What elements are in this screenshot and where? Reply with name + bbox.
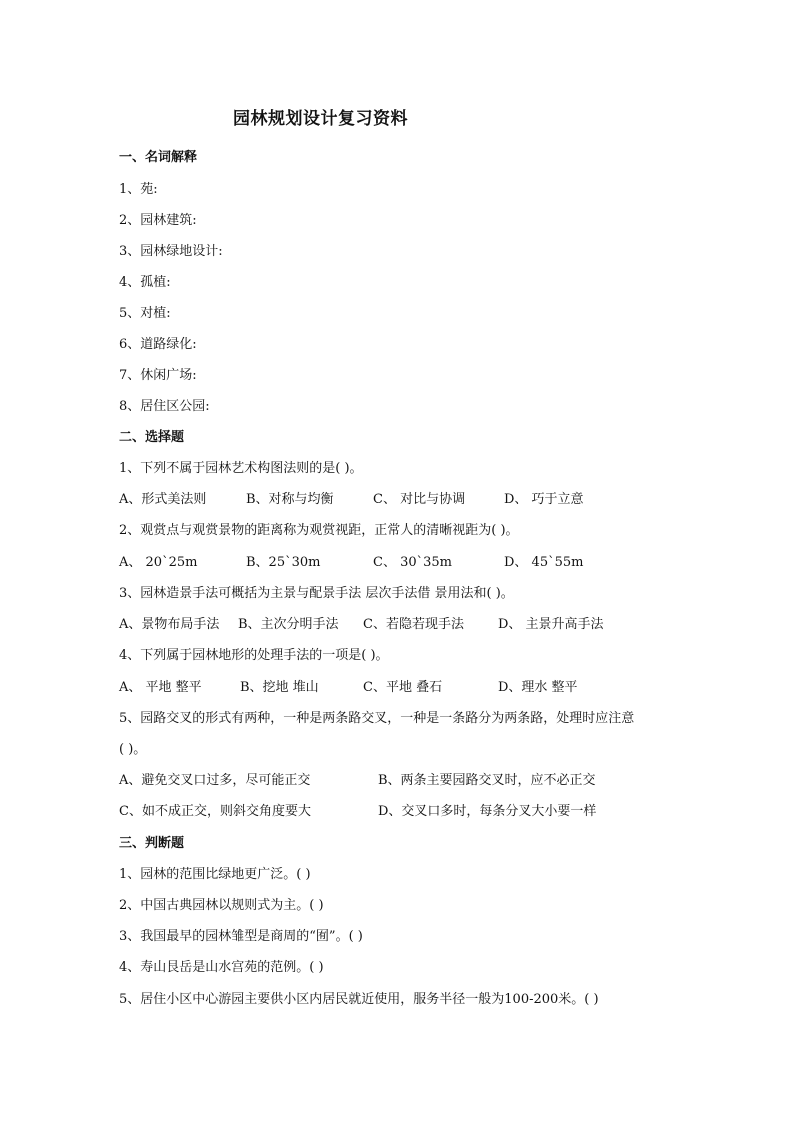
option-c: C、如不成正交，则斜交角度要大 xyxy=(119,804,311,819)
question-text-continued: ( )。 xyxy=(119,742,147,757)
definition-item: 8、居住区公园: xyxy=(119,399,210,414)
section-heading-definitions: 一、名词解释 xyxy=(119,150,198,165)
judgment-item: 1、园林的范围比绿地更广泛。( ) xyxy=(119,867,311,882)
option-d: D、 45`55m xyxy=(504,555,584,570)
option-a: A、形式美法则 xyxy=(119,492,207,507)
definition-item: 3、园林绿地设计: xyxy=(119,244,223,259)
definition-item: 2、园林建筑: xyxy=(119,213,197,228)
question-text: 5、园路交叉的形式有两种，一种是两条路交叉，一种是一条路分为两条路，处理时应注意 xyxy=(119,711,635,726)
definition-item: 1、苑: xyxy=(119,182,158,197)
definition-item: 6、道路绿化: xyxy=(119,337,197,352)
definition-item: 5、对植: xyxy=(119,306,171,321)
question-text: 4、下列属于园林地形的处理手法的一项是( )。 xyxy=(119,648,389,663)
question-text: 2、观赏点与观赏景物的距离称为观赏视距，正常人的清晰视距为( )。 xyxy=(119,523,519,538)
option-c: C、平地 叠石 xyxy=(363,680,443,695)
definition-item: 7、休闲广场: xyxy=(119,368,197,383)
definition-item: 4、孤植: xyxy=(119,275,171,290)
option-a: A、避免交叉口过多，尽可能正交 xyxy=(119,773,311,788)
option-b: B、两条主要园路交叉时，应不必正交 xyxy=(378,773,596,788)
option-a: A、 平地 整平 xyxy=(119,680,202,695)
option-a: A、 20`25m xyxy=(119,555,198,570)
option-d: D、理水 整平 xyxy=(498,680,578,695)
option-b: B、主次分明手法 xyxy=(238,617,339,632)
option-d: D、 主景升高手法 xyxy=(498,617,604,632)
option-c: C、若隐若现手法 xyxy=(363,617,464,632)
judgment-item: 3、我国最早的园林雏型是商周的“囿”。( ) xyxy=(119,929,363,944)
option-a: A、景物布局手法 xyxy=(119,617,220,632)
option-d: D、 巧于立意 xyxy=(504,492,584,507)
option-c: C、 对比与协调 xyxy=(373,492,466,507)
section-heading-multiple-choice: 二、选择题 xyxy=(119,430,185,445)
option-b: B、挖地 堆山 xyxy=(240,680,319,695)
option-c: C、 30`35m xyxy=(373,555,452,570)
judgment-item: 4、寿山艮岳是山水宫苑的范例。( ) xyxy=(119,960,324,975)
judgment-item: 2、中国古典园林以规则式为主。( ) xyxy=(119,898,324,913)
option-d: D、交叉口多时，每条分叉大小要一样 xyxy=(378,804,597,819)
option-b: B、25`30m xyxy=(246,555,321,570)
section-heading-true-false: 三、判断题 xyxy=(119,836,185,851)
document-title: 园林规划设计复习资料 xyxy=(233,109,408,129)
question-text: 1、下列不属于园林艺术构图法则的是( )。 xyxy=(119,461,363,476)
option-b: B、对称与均衡 xyxy=(246,492,334,507)
question-text: 3、园林造景手法可概括为主景与配景手法 层次手法借 景用法和( )。 xyxy=(119,586,514,601)
judgment-item: 5、居住小区中心游园主要供小区内居民就近使用，服务半径一般为100-200米。( ) xyxy=(119,992,599,1007)
